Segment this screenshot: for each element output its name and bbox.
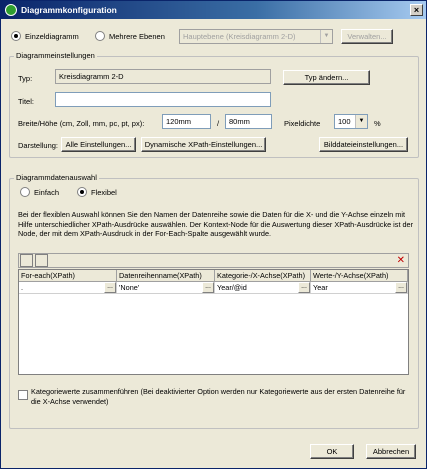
radio-flexible-label: Flexibel [91,188,117,197]
pixel-density-value: 100 [338,117,351,126]
pixel-density-label: Pixeldichte [284,119,321,128]
cell-category-axis[interactable]: Year/@id [215,282,311,294]
title-input[interactable] [55,92,271,107]
radio-multiple-layers[interactable] [95,31,105,41]
radio-simple-label: Einfach [34,188,60,197]
all-settings-button[interactable]: Alle Einstellungen... [61,137,136,152]
chevron-down-icon: ▼ [355,115,367,128]
ok-button[interactable]: OK [310,444,354,459]
cancel-button[interactable]: Abbrechen [366,444,416,459]
xpath-settings-button[interactable]: Dynamische XPath-Einstellungen... [141,137,266,152]
height-input[interactable]: 80mm [225,114,272,129]
radio-multi-label: Mehrere Ebenen [109,32,165,41]
column-header-for-each[interactable]: For-each(XPath) [19,270,117,282]
title-bar[interactable] [1,1,426,19]
data-selection-group-label: Diagrammdatenauswahl [16,173,97,182]
pixel-density-select[interactable] [334,114,368,129]
cell-series-name-ellipsis-button[interactable]: ... [202,282,214,293]
title-label: Titel: [18,97,34,106]
series-grid [18,269,409,375]
radio-flexible[interactable] [77,187,87,197]
manage-button[interactable]: Verwalten... [341,29,393,44]
cell-for-each-ellipsis-button[interactable]: ... [104,282,116,293]
chevron-down-icon: ▼ [320,30,332,43]
cell-series-name[interactable]: 'None' [117,282,215,294]
image-settings-button[interactable]: Bilddateieinstellungen... [319,137,408,152]
type-label: Typ: [18,74,33,83]
append-row-icon[interactable] [35,254,48,267]
change-type-button[interactable]: Typ ändern... [283,70,370,85]
type-value-field: Kreisdiagramm 2-D [55,69,271,84]
cell-category-axis-ellipsis-button[interactable]: ... [298,282,310,293]
percent-label: % [374,119,381,128]
app-icon [5,4,17,16]
layer-combo[interactable] [179,29,333,44]
insert-row-icon[interactable] [20,254,33,267]
close-button[interactable]: × [410,4,423,16]
size-label: Breite/Höhe (cm, Zoll, mm, pc, pt, px): [18,119,145,128]
column-header-series-name[interactable]: Datenreihenname(XPath) [117,270,215,282]
cell-value-axis-ellipsis-button[interactable]: ... [395,282,407,293]
flexible-description: Bei der flexiblen Auswahl können Sie den Namen der Datenreihe sowie die Daten für die X- und die Y-Achse einzeln mit Hilfe unterschiedlicher XPath-Ausdrücke auswählen. Der Kontext-Node für die Auswertung dieser XPath-Ausdrücke ist der Node, der mit dem XPath-Ausdruck in der For-Each-Spalte ausgewählt wurde. [18,210,414,239]
cell-for-each[interactable]: . [19,282,117,294]
cell-value-axis[interactable]: Year [311,282,408,294]
grid-toolbar [18,253,409,268]
radio-single-diagram[interactable] [11,31,21,41]
column-header-category-axis[interactable]: Kategorie-/X-Achse(XPath) [215,270,311,282]
size-separator: / [217,119,220,128]
display-label: Darstellung: [18,141,59,150]
radio-simple[interactable] [20,187,30,197]
delete-row-icon[interactable]: ✕ [396,255,405,266]
window-title: Diagrammkonfiguration [21,5,117,15]
chart-settings-group-label: Diagrammeinstellungen [16,51,95,60]
merge-categories-checkbox[interactable] [18,390,28,400]
merge-categories-label: Kategoriewerte zusammenführen (Bei deaktivierter Option werden nur Kategoriewerte aus der ersten Datenreihe für die X-Achse verwendet) [31,387,406,406]
radio-single-label: Einzeldiagramm [25,32,79,41]
layer-combo-value: Hauptebene (Kreisdiagramm 2-D) [183,32,296,41]
width-input[interactable]: 120mm [162,114,211,129]
column-header-value-axis[interactable]: Werte-/Y-Achse(XPath) [311,270,408,282]
